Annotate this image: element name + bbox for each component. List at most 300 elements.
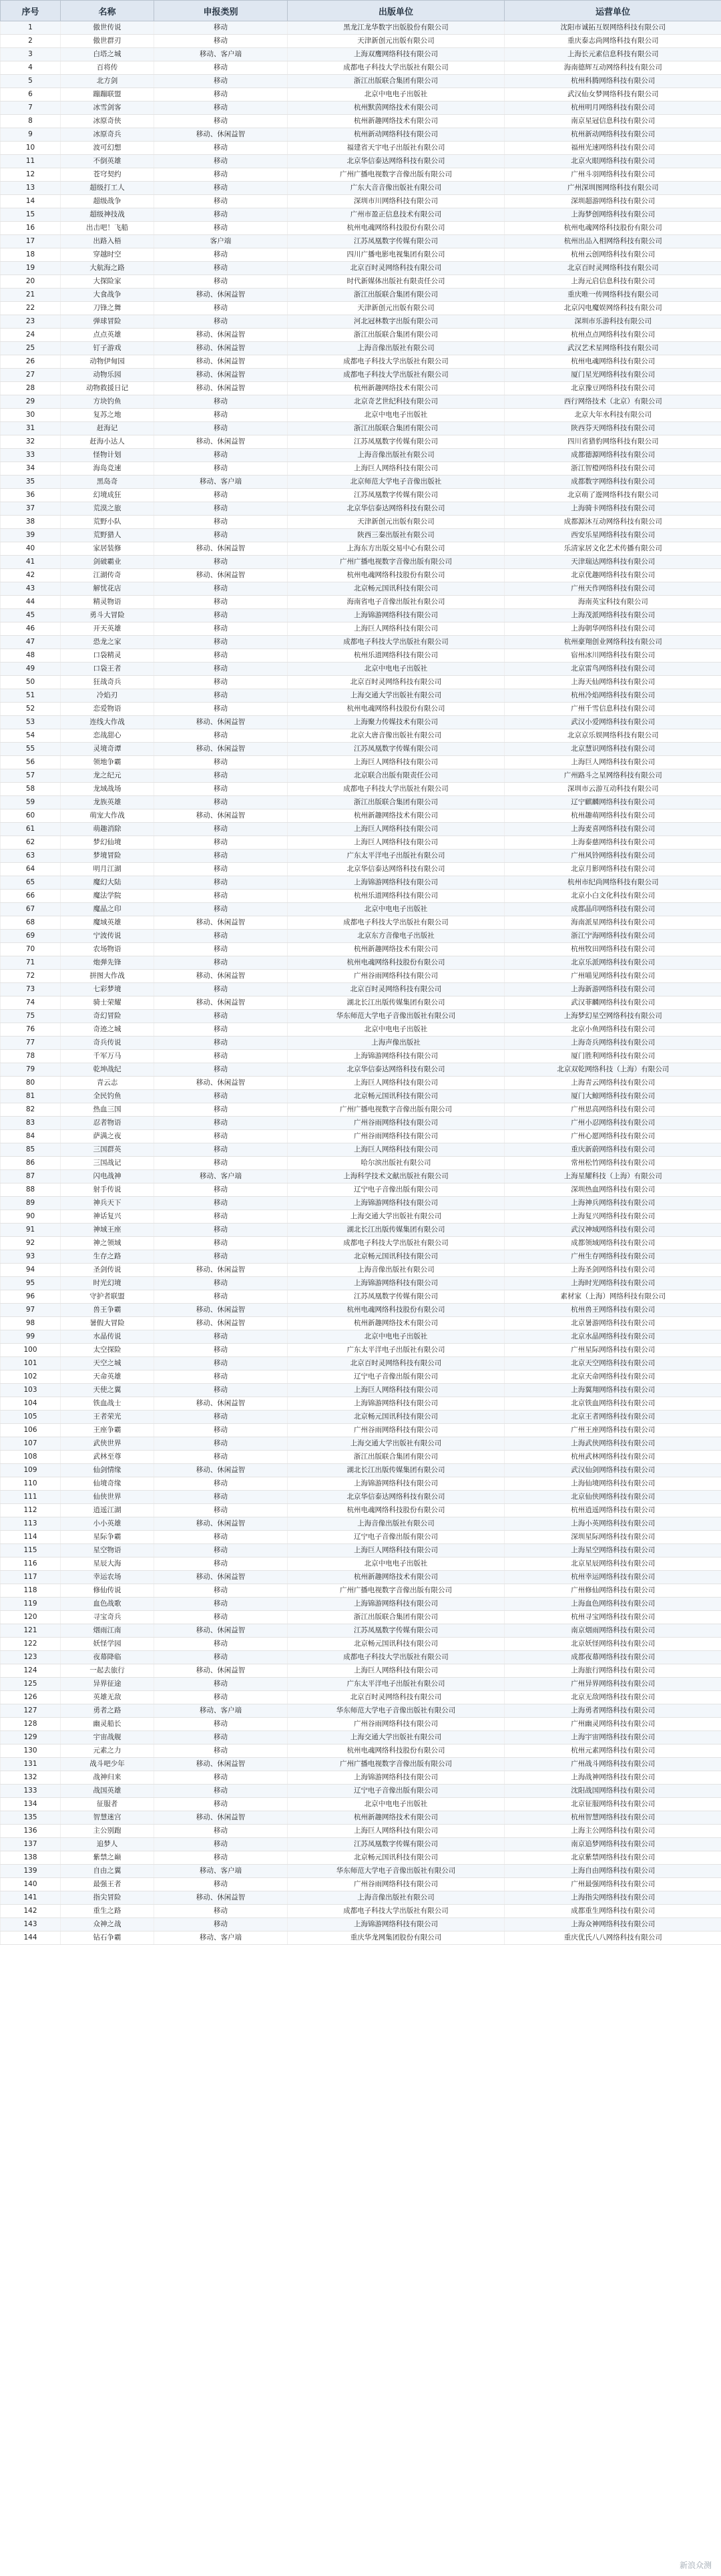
cell-operator: 乐清家居文化艺术传播有限公司 (505, 542, 721, 556)
table-row (1, 102, 721, 115)
cell-index: 34 (1, 462, 61, 476)
cell-category: 移动 (154, 1277, 288, 1290)
table-row (1, 422, 721, 435)
cell-category: 移动 (154, 1798, 288, 1811)
table-row (1, 649, 721, 663)
table-row (1, 890, 721, 903)
cell-category: 移动 (154, 1437, 288, 1451)
cell-index: 100 (1, 1344, 61, 1357)
cell-category: 移动 (154, 836, 288, 850)
cell-name: 精灵物语 (61, 596, 154, 609)
cell-operator: 厦门胜利网络科技有限公司 (505, 1050, 721, 1063)
cell-publisher: 杭州电魂网络科技股份有限公司 (288, 569, 505, 582)
cell-category: 移动、休闲益智 (154, 1571, 288, 1584)
cell-publisher: 杭州乐道网络科技有限公司 (288, 649, 505, 663)
cell-category: 移动 (154, 983, 288, 996)
cell-index: 136 (1, 1825, 61, 1838)
cell-category: 移动 (154, 1878, 288, 1891)
cell-name: 星际争霸 (61, 1531, 154, 1544)
cell-name: 冷焰刃 (61, 689, 154, 703)
cell-category: 移动 (154, 663, 288, 676)
cell-operator: 上海麦喜网络科技有限公司 (505, 823, 721, 836)
cell-index: 35 (1, 476, 61, 489)
cell-operator: 上海复兴网络科技有限公司 (505, 1210, 721, 1224)
cell-operator: 成都德源网络科技有限公司 (505, 449, 721, 462)
cell-operator: 杭州电魂网络科技股份有限公司 (505, 222, 721, 235)
cell-name: 忍者物语 (61, 1117, 154, 1130)
table-row (1, 1090, 721, 1103)
cell-publisher: 上海巨人网络科技有限公司 (288, 1544, 505, 1557)
cell-publisher: 浙江出版联合集团有限公司 (288, 422, 505, 435)
cell-publisher: 上海音像出版社有限公司 (288, 342, 505, 355)
cell-index: 87 (1, 1170, 61, 1183)
cell-name: 恋战甜心 (61, 729, 154, 743)
cell-operator: 重庆优氏八八网络科技有限公司 (505, 1931, 721, 1945)
cell-operator: 北京紫禁网络科技有限公司 (505, 1851, 721, 1865)
cell-name: 指尖冒险 (61, 1891, 154, 1905)
cell-index: 70 (1, 943, 61, 956)
cell-operator: 杭州出品入相网络科技有限公司 (505, 235, 721, 248)
cell-category: 移动 (154, 1651, 288, 1664)
table-row (1, 75, 721, 88)
cell-publisher: 河北冠林数字出版有限公司 (288, 315, 505, 329)
cell-name: 神话复兴 (61, 1210, 154, 1224)
cell-category: 移动 (154, 1611, 288, 1624)
header-row (1, 1, 721, 21)
table-row (1, 1704, 721, 1718)
cell-index: 142 (1, 1905, 61, 1918)
table-row (1, 1785, 721, 1798)
cell-operator: 广州星际网络科技有限公司 (505, 1344, 721, 1357)
cell-index: 106 (1, 1424, 61, 1437)
cell-publisher: 上海巨人网络科技有限公司 (288, 1825, 505, 1838)
cell-name: 神之领域 (61, 1237, 154, 1250)
cell-index: 29 (1, 395, 61, 409)
cell-operator: 杭州趣萌网络科技有限公司 (505, 809, 721, 823)
cell-category: 移动 (154, 729, 288, 743)
cell-name: 神兵天下 (61, 1197, 154, 1210)
cell-operator: 北京天空网络科技有限公司 (505, 1357, 721, 1370)
cell-category: 移动 (154, 956, 288, 970)
cell-category: 移动 (154, 1063, 288, 1077)
cell-index: 99 (1, 1330, 61, 1344)
table-row (1, 1023, 721, 1037)
table-row (1, 689, 721, 703)
cell-index: 118 (1, 1584, 61, 1598)
cell-operator: 浙江智橙网络科技有限公司 (505, 462, 721, 476)
table-row (1, 1224, 721, 1237)
cell-name: 百将传 (61, 61, 154, 75)
cell-index: 30 (1, 409, 61, 422)
cell-publisher: 北京百时灵网络科技有限公司 (288, 262, 505, 275)
cell-operator: 杭州智慧网络科技有限公司 (505, 1811, 721, 1825)
cell-category: 移动、休闲益智 (154, 1304, 288, 1317)
cell-operator: 北京铁血网络科技有限公司 (505, 1397, 721, 1411)
cell-name: 星空物语 (61, 1544, 154, 1557)
cell-publisher: 杭州新动网络科技有限公司 (288, 128, 505, 142)
cell-publisher: 上海巨人网络科技有限公司 (288, 622, 505, 636)
cell-name: 龙域战场 (61, 783, 154, 796)
cell-category: 移动、休闲益智 (154, 970, 288, 983)
table-row (1, 476, 721, 489)
cell-operator: 北京无敌网络科技有限公司 (505, 1691, 721, 1704)
cell-name: 战斗吧少年 (61, 1758, 154, 1771)
cell-name: 宁波传说 (61, 930, 154, 943)
cell-index: 135 (1, 1811, 61, 1825)
cell-index: 89 (1, 1197, 61, 1210)
cell-category: 移动 (154, 502, 288, 516)
table-row (1, 222, 721, 235)
cell-operator: 成都晶印网络科技有限公司 (505, 903, 721, 916)
cell-publisher: 华东师范大学电子音像出版社有限公司 (288, 1704, 505, 1718)
cell-name: 恐龙之家 (61, 636, 154, 649)
cell-category: 移动 (154, 1250, 288, 1264)
cell-category: 移动、休闲益智 (154, 382, 288, 395)
table-row (1, 1264, 721, 1277)
cell-category: 移动 (154, 756, 288, 769)
cell-index: 8 (1, 115, 61, 128)
cell-category: 移动 (154, 449, 288, 462)
cell-name: 大食战争 (61, 289, 154, 302)
cell-publisher: 上海音像出版社有限公司 (288, 449, 505, 462)
cell-publisher: 江苏凤凰数字传媒有限公司 (288, 743, 505, 756)
cell-category: 移动 (154, 1143, 288, 1157)
cell-name: 魔晶之印 (61, 903, 154, 916)
table-row (1, 1918, 721, 1931)
cell-index: 95 (1, 1277, 61, 1290)
cell-publisher: 四川广播电影电视集团有限公司 (288, 248, 505, 262)
cell-publisher: 广州市盈正信息技术有限公司 (288, 208, 505, 222)
table-row (1, 1344, 721, 1357)
cell-name: 拼图大作战 (61, 970, 154, 983)
cell-operator: 武汉菲麟网络科技有限公司 (505, 996, 721, 1010)
cell-operator: 上海骑卡网络科技有限公司 (505, 502, 721, 516)
table-row (1, 569, 721, 582)
cell-operator: 成都重生网络科技有限公司 (505, 1905, 721, 1918)
cell-index: 10 (1, 142, 61, 155)
cell-publisher: 北京畅元国讯科技有限公司 (288, 1090, 505, 1103)
cell-name: 赶海小达人 (61, 435, 154, 449)
cell-index: 96 (1, 1290, 61, 1304)
cell-category: 移动、休闲益智 (154, 369, 288, 382)
cell-publisher: 杭州新趣网络技术有限公司 (288, 809, 505, 823)
cell-category: 移动 (154, 1918, 288, 1931)
table-row (1, 1304, 721, 1317)
cell-index: 18 (1, 248, 61, 262)
cell-category: 移动 (154, 703, 288, 716)
cell-operator: 上海宇宙网络科技有限公司 (505, 1731, 721, 1744)
cell-category: 移动 (154, 275, 288, 289)
cell-name: 冰原奇兵 (61, 128, 154, 142)
cell-publisher: 辽宁电子音像出版有限公司 (288, 1531, 505, 1544)
cell-index: 109 (1, 1464, 61, 1477)
cell-publisher: 北京中电电子出版社 (288, 1798, 505, 1811)
cell-operator: 重庆新蔚网络科技有限公司 (505, 1143, 721, 1157)
cell-publisher: 上海音像出版社有限公司 (288, 1264, 505, 1277)
cell-operator: 陕西芬天网络科技有限公司 (505, 422, 721, 435)
cell-category: 移动、休闲益智 (154, 289, 288, 302)
cell-category: 移动、休闲益智 (154, 1891, 288, 1905)
cell-name: 狂战奇兵 (61, 676, 154, 689)
table-row (1, 1718, 721, 1731)
cell-category: 移动、休闲益智 (154, 329, 288, 342)
cell-index: 120 (1, 1611, 61, 1624)
cell-category: 移动、休闲益智 (154, 1624, 288, 1638)
cell-name: 口袋精灵 (61, 649, 154, 663)
cell-publisher: 北京中电电子出版社 (288, 88, 505, 102)
table-row (1, 716, 721, 729)
table-row (1, 21, 721, 35)
cell-category: 移动 (154, 1825, 288, 1838)
cell-category: 移动 (154, 1678, 288, 1691)
table-row (1, 1103, 721, 1117)
cell-category: 移动 (154, 1504, 288, 1517)
table-row (1, 1638, 721, 1651)
table-row (1, 1237, 721, 1250)
cell-name: 三国群英 (61, 1143, 154, 1157)
cell-category: 移动 (154, 1771, 288, 1785)
cell-category: 移动 (154, 1117, 288, 1130)
cell-publisher: 上海锦游网络科技有限公司 (288, 1197, 505, 1210)
cell-operator: 武汉仙女梦网络科技有限公司 (505, 88, 721, 102)
table-row (1, 1157, 721, 1170)
cell-name: 出击吧！飞船 (61, 222, 154, 235)
cell-operator: 北京雷鸟网络科技有限公司 (505, 663, 721, 676)
cell-category: 移动 (154, 1905, 288, 1918)
table-row (1, 1477, 721, 1491)
cell-category: 移动 (154, 1544, 288, 1557)
cell-operator: 沈阳战国网络科技有限公司 (505, 1785, 721, 1798)
cell-name: 黑岛奇 (61, 476, 154, 489)
cell-name: 守护者联盟 (61, 1290, 154, 1304)
cell-publisher: 湖北长江出版传媒集团有限公司 (288, 1224, 505, 1237)
cell-category: 移动 (154, 75, 288, 88)
cell-index: 57 (1, 769, 61, 783)
cell-name: 大探险家 (61, 275, 154, 289)
cell-index: 74 (1, 996, 61, 1010)
cell-index: 66 (1, 890, 61, 903)
cell-category: 移动 (154, 409, 288, 422)
table-row (1, 996, 721, 1010)
cell-index: 32 (1, 435, 61, 449)
cell-category: 客户端 (154, 235, 288, 248)
table-row (1, 1744, 721, 1758)
cell-operator: 成都数字网络科技有限公司 (505, 476, 721, 489)
cell-index: 116 (1, 1557, 61, 1571)
cell-category: 移动 (154, 903, 288, 916)
cell-name: 英雄无敌 (61, 1691, 154, 1704)
cell-operator: 上海仙境网络科技有限公司 (505, 1477, 721, 1491)
table-row (1, 1678, 721, 1691)
cell-index: 139 (1, 1865, 61, 1878)
cell-publisher: 天津新创元出版有限公司 (288, 302, 505, 315)
cell-operator: 广州风铃网络科技有限公司 (505, 850, 721, 863)
cell-category: 移动 (154, 609, 288, 622)
cell-publisher: 北京联合出版有限责任公司 (288, 769, 505, 783)
cell-category: 移动 (154, 1744, 288, 1758)
cell-index: 12 (1, 168, 61, 182)
cell-publisher: 北京中电电子出版社 (288, 409, 505, 422)
cell-operator: 杭州逍遥网络科技有限公司 (505, 1504, 721, 1517)
cell-name: 萌趣消除 (61, 823, 154, 836)
cell-operator: 上海自由网络科技有限公司 (505, 1865, 721, 1878)
cell-name: 青云志 (61, 1077, 154, 1090)
cell-category: 移动 (154, 1290, 288, 1304)
table-row (1, 1170, 721, 1183)
cell-operator: 北京小白文化科技有限公司 (505, 890, 721, 903)
cell-name: 魔法学院 (61, 890, 154, 903)
cell-operator: 上海梦幻星空网络科技有限公司 (505, 1010, 721, 1023)
cell-category: 移动 (154, 155, 288, 168)
cell-operator: 成都领域网络科技有限公司 (505, 1237, 721, 1250)
cell-name: 魔域英雄 (61, 916, 154, 930)
cell-name: 萌宠大作战 (61, 809, 154, 823)
table-row (1, 489, 721, 502)
cell-operator: 广州战斗网络科技有限公司 (505, 1758, 721, 1771)
table-row (1, 1130, 721, 1143)
cell-index: 104 (1, 1397, 61, 1411)
table-row (1, 1851, 721, 1865)
cell-index: 39 (1, 529, 61, 542)
cell-operator: 深圳市乐游科技有限公司 (505, 315, 721, 329)
cell-category: 移动 (154, 115, 288, 128)
cell-name: 神域王座 (61, 1224, 154, 1237)
cell-operator: 上海巨人网络科技有限公司 (505, 756, 721, 769)
table-row (1, 1571, 721, 1584)
cell-index: 72 (1, 970, 61, 983)
cell-name: 傲世传说 (61, 21, 154, 35)
header-operator: 运营单位 (505, 1, 721, 21)
cell-publisher: 浙江出版联合集团有限公司 (288, 796, 505, 809)
cell-operator: 南京星冠信息科技有限公司 (505, 115, 721, 128)
cell-name: 赶海记 (61, 422, 154, 435)
table-row (1, 1931, 721, 1945)
cell-category: 移动、休闲益智 (154, 1758, 288, 1771)
table-row (1, 1437, 721, 1451)
cell-publisher: 杭州电魂网络科技股份有限公司 (288, 1744, 505, 1758)
cell-index: 37 (1, 502, 61, 516)
table-row (1, 1624, 721, 1638)
cell-publisher: 湖北长江出版传媒集团有限公司 (288, 996, 505, 1010)
cell-name: 龙族英雄 (61, 796, 154, 809)
cell-index: 88 (1, 1183, 61, 1197)
table-row (1, 1878, 721, 1891)
cell-operator: 上海勇者网络科技有限公司 (505, 1704, 721, 1718)
cell-index: 80 (1, 1077, 61, 1090)
cell-publisher: 北京畅元国讯科技有限公司 (288, 1638, 505, 1651)
cell-operator: 上海主公网络科技有限公司 (505, 1825, 721, 1838)
cell-operator: 北京豫豆网络科技有限公司 (505, 382, 721, 395)
cell-publisher: 时代新媒体出版社有限责任公司 (288, 275, 505, 289)
cell-index: 14 (1, 195, 61, 208)
cell-name: 动物伊甸园 (61, 355, 154, 369)
cell-category: 移动、休闲益智 (154, 1077, 288, 1090)
cell-index: 56 (1, 756, 61, 769)
cell-operator: 杭州市纪尚网络科技有限公司 (505, 876, 721, 890)
cell-publisher: 北京华信泰达网络科技有限公司 (288, 502, 505, 516)
cell-index: 79 (1, 1063, 61, 1077)
cell-publisher: 江苏凤凰数字传媒有限公司 (288, 435, 505, 449)
cell-index: 28 (1, 382, 61, 395)
cell-name: 仙境奇缘 (61, 1477, 154, 1491)
cell-name: 波可幻想 (61, 142, 154, 155)
cell-operator: 深圳星际网络科技有限公司 (505, 1531, 721, 1544)
cell-category: 移动 (154, 422, 288, 435)
cell-category: 移动、客户端 (154, 1170, 288, 1183)
table-row (1, 329, 721, 342)
cell-index: 19 (1, 262, 61, 275)
cell-operator: 海南英宝科技有限公司 (505, 596, 721, 609)
cell-operator: 武汉小爱网络科技有限公司 (505, 716, 721, 729)
cell-publisher: 成都电子科技大学出版社有限公司 (288, 636, 505, 649)
cell-operator: 北京火眼网络科技有限公司 (505, 155, 721, 168)
cell-publisher: 北京中电电子出版社 (288, 903, 505, 916)
cell-operator: 广州心愿网络科技有限公司 (505, 1130, 721, 1143)
table-row (1, 1651, 721, 1664)
cell-name: 异界征途 (61, 1678, 154, 1691)
cell-category: 移动、休闲益智 (154, 716, 288, 729)
cell-index: 13 (1, 182, 61, 195)
cell-category: 移动、休闲益智 (154, 435, 288, 449)
cell-operator: 上海星耀科技（上海）有限公司 (505, 1170, 721, 1183)
cell-publisher: 北京华信泰达网络科技有限公司 (288, 863, 505, 876)
cell-category: 移动 (154, 783, 288, 796)
cell-index: 41 (1, 556, 61, 569)
cell-name: 时光幻境 (61, 1277, 154, 1290)
cell-publisher: 北京奇艺世纪科技有限公司 (288, 395, 505, 409)
cell-category: 移动 (154, 182, 288, 195)
cell-category: 移动、客户端 (154, 1704, 288, 1718)
cell-publisher: 上海聚力传媒技术有限公司 (288, 716, 505, 729)
cell-name: 重生之路 (61, 1905, 154, 1918)
cell-operator: 广州幽灵网络科技有限公司 (505, 1718, 721, 1731)
cell-name: 白塔之城 (61, 48, 154, 61)
cell-publisher: 北京东方音像电子出版社 (288, 930, 505, 943)
table-row (1, 1277, 721, 1290)
cell-name: 战神归来 (61, 1771, 154, 1785)
cell-publisher: 浙江出版联合集团有限公司 (288, 1611, 505, 1624)
cell-publisher: 上海音像出版社有限公司 (288, 1891, 505, 1905)
cell-category: 移动、休闲益智 (154, 128, 288, 142)
cell-operator: 上海圣剑网络科技有限公司 (505, 1264, 721, 1277)
cell-index: 48 (1, 649, 61, 663)
cell-category: 移动 (154, 262, 288, 275)
cell-category: 移动 (154, 1491, 288, 1504)
cell-category: 移动 (154, 395, 288, 409)
cell-index: 105 (1, 1411, 61, 1424)
cell-name: 寻宝奇兵 (61, 1611, 154, 1624)
cell-index: 92 (1, 1237, 61, 1250)
cell-publisher: 上海锦游网络科技有限公司 (288, 1598, 505, 1611)
cell-publisher: 上海锦游网络科技有限公司 (288, 1918, 505, 1931)
cell-category: 移动 (154, 1851, 288, 1865)
cell-operator: 杭州冷焰网络科技有限公司 (505, 689, 721, 703)
cell-publisher: 深圳市川网络科技有限公司 (288, 195, 505, 208)
table-row (1, 743, 721, 756)
cell-name: 水晶传说 (61, 1330, 154, 1344)
cell-index: 60 (1, 809, 61, 823)
cell-index: 108 (1, 1451, 61, 1464)
cell-name: 动物救援日记 (61, 382, 154, 395)
cell-index: 140 (1, 1878, 61, 1891)
cell-index: 130 (1, 1744, 61, 1758)
cell-index: 36 (1, 489, 61, 502)
cell-operator: 西行网络技术（北京）有限公司 (505, 395, 721, 409)
cell-index: 47 (1, 636, 61, 649)
cell-publisher: 广州广播电视数字音像出版有限公司 (288, 1584, 505, 1598)
cell-publisher: 辽宁电子音像出版有限公司 (288, 1785, 505, 1798)
cell-operator: 上海时光网络科技有限公司 (505, 1277, 721, 1290)
